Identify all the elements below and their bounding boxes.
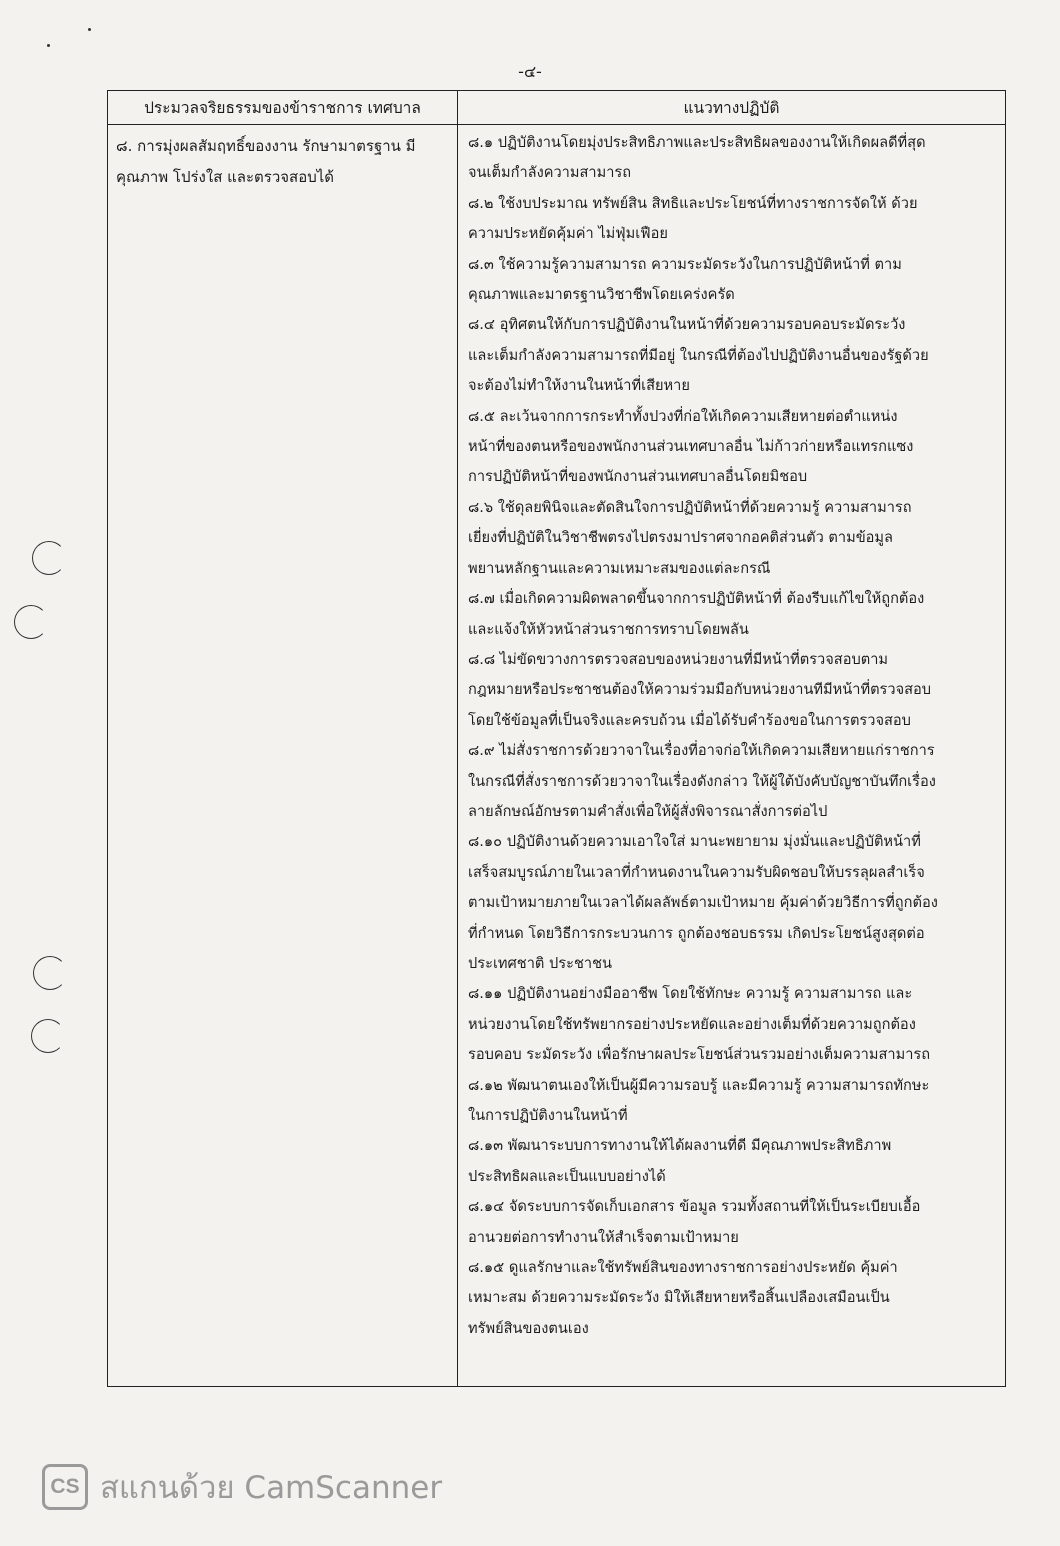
guideline-line: ๘.๒ ใช้งบประมาณ ทรัพย์สิน สิทธิและประโยชน์ที่ทางราชการจัดให้ ด้วย [468, 194, 918, 212]
guideline-line: เยี่ยงที่ปฏิบัติในวิชาชีพตรงไปตรงมาปราศจากอคติส่วนตัว ตามข้อมูล [468, 529, 893, 547]
guideline-item [468, 310, 998, 401]
punch-hole [31, 1019, 65, 1053]
guideline-line: ตามเป้าหมายภายในเวลาได้ผลลัพธ์ตามเป้าหมาย คุ้มค่าด้วยวิธีการที่ถูกต้อง [468, 894, 938, 912]
punch-hole [32, 541, 66, 575]
guideline-item [468, 1192, 998, 1253]
guideline-item [468, 402, 998, 493]
guideline-line: โดยใช้ข้อมูลที่เป็นจริงและครบถ้วน เมื่อได้รับคำร้องขอในการตรวจสอบ [468, 711, 911, 729]
scan-speck [47, 44, 50, 47]
guideline-line: ๘.๓ ใช้ความรู้ความสามารถ ความระมัดระวังในการปฏิบัติหน้าที่ ตาม [468, 255, 902, 273]
ethics-principle-cell [116, 131, 450, 193]
guideline-line: ๘.๑๒ พัฒนาตนเองให้เป็นผู้มีความรอบรู้ และมีความรู้ ความสามารถทักษะ [468, 1076, 930, 1094]
punch-hole [14, 605, 48, 639]
header-divider [108, 124, 1005, 125]
guideline-line: ที่กำหนด โดยวิธีการกระบวนการ ถูกต้องชอบธรรม เกิดประโยชน์สูงสุดต่อ [468, 924, 925, 942]
guidelines-cell [468, 128, 998, 1344]
guideline-item [468, 645, 998, 736]
guideline-item [468, 736, 998, 827]
guideline-line: จนเต็มกำลังความสามารถ [468, 164, 632, 182]
guideline-line: หน้าที่ของตนหรือของพนักงานส่วนเทศบาลอื่น ไม่ก้าวก่ายหรือแทรกแซง [468, 438, 914, 456]
header-code-of-ethics: ประมวลจริยธรรมของข้าราชการ เทศบาล [144, 99, 421, 117]
ethics-table [107, 90, 1006, 1387]
guideline-line: ๘.๑๔ จัดระบบการจัดเก็บเอกสาร ข้อมูล รวมทั้งสถานที่ให้เป็นระเบียบเอื้อ [468, 1198, 921, 1216]
guideline-item [468, 827, 998, 979]
guideline-line: พยานหลักฐานและความเหมาะสมของแต่ละกรณี [468, 559, 771, 577]
guideline-item [468, 584, 998, 645]
guideline-line: เหมาะสม ด้วยความระมัดระวัง มิให้เสียหายหรือสิ้นเปลืองเสมือนเป็น [468, 1289, 890, 1307]
camscanner-logo-icon: CS [42, 1464, 88, 1510]
guideline-line: ในกรณีที่สั่งราชการด้วยวาจาในเรื่องดังกล่าว ให้ผู้ใต้บังคับบัญชาบันทึกเรื่อง [468, 772, 936, 790]
guideline-line: และเต็มกำลังความสามารถที่มีอยู่ ในกรณีที่ต้องไปปฏิบัติงานอื่นของรัฐด้วย [468, 346, 929, 364]
camscanner-label: สแกนด้วย CamScanner [100, 1470, 443, 1506]
guideline-item [468, 493, 998, 584]
guideline-line: ๘.๕ ละเว้นจากการกระทำทั้งปวงที่ก่อให้เกิดความเสียหายต่อตำแหน่ง [468, 407, 898, 425]
guideline-item [468, 1071, 998, 1132]
punch-hole [33, 956, 67, 990]
guideline-item [468, 128, 998, 189]
guideline-line: ๘.๔ อุทิศตนให้กับการปฏิบัติงานในหน้าที่ด้วยความรอบคอบระมัดระวัง [468, 316, 906, 334]
guideline-item [468, 1253, 998, 1344]
guideline-line: ๘.๑๓ พัฒนาระบบการทางานให้ได้ผลงานที่ดี มีคุณภาพประสิทธิภาพ [468, 1137, 892, 1155]
guideline-line: ความประหยัดคุ้มค่า ไม่ฟุ่มเฟือย [468, 225, 668, 243]
guideline-line: ๘.๑๑ ปฏิบัติงานอย่างมืออาชีพ โดยใช้ทักษะ ความรู้ ความสามารถ และ [468, 985, 913, 1003]
guideline-line: ๘.๙ ไม่สั่งราชการด้วยวาจาในเรื่องที่อาจก่อให้เกิดความเสียหายแก่ราชการ [468, 742, 935, 760]
guideline-line: ๘.๑๕ ดูแลรักษาและใช้ทรัพย์สินของทางราชการอย่างประหยัด คุ้มค่า [468, 1259, 898, 1277]
guideline-line: ๘.๖ ใช้ดุลยพินิจและตัดสินใจการปฏิบัติหน้าที่ด้วยความรู้ ความสามารถ [468, 498, 912, 516]
guideline-item [468, 189, 998, 250]
guideline-line: ประเทศชาติ ประชาชน [468, 954, 612, 972]
guideline-line: จะต้องไม่ทำให้งานในหน้าที่เสียหาย [468, 377, 690, 395]
guideline-line: ลายลักษณ์อักษรตามคำสั่งเพื่อให้ผู้สั่งพิจารณาสั่งการต่อไป [468, 802, 828, 820]
page-number: -๔- [518, 62, 542, 81]
guideline-line: หน่วยงานโดยใช้ทรัพยากรอย่างประหยัดและอย่างเต็มที่ด้วยความถูกต้อง [468, 1015, 916, 1033]
guideline-line: รอบคอบ ระมัดระวัง เพื่อรักษาผลประโยชน์ส่วนรวมอย่างเต็มความสามารถ [468, 1046, 931, 1064]
guideline-line: ๘.๘ ไม่ขัดขวางการตรวจสอบของหน่วยงานที่มีหน้าที่ตรวจสอบตาม [468, 650, 889, 668]
guideline-line: ประสิทธิผลและเป็นแบบอย่างได้ [468, 1167, 666, 1185]
camscanner-watermark [42, 1462, 442, 1512]
principle-line: ๘. การมุ่งผลสัมฤทธิ์ของงาน รักษามาตรฐาน มี [116, 137, 416, 155]
guideline-line: ๘.๗ เมื่อเกิดความผิดพลาดขึ้นจากการปฏิบัติหน้าที่ ต้องรีบแก้ไขให้ถูกต้อง [468, 590, 925, 608]
guideline-line: ในการปฏิบัติงานในหน้าที่ [468, 1107, 628, 1124]
guideline-item [468, 979, 998, 1070]
guideline-line: อานวยต่อการทำงานให้สำเร็จตามเป้าหมาย [468, 1228, 739, 1246]
principle-line: คุณภาพ โปร่งใส และตรวจสอบได้ [116, 168, 335, 186]
guideline-line: และแจ้งให้หัวหน้าส่วนราชการทราบโดยพลัน [468, 620, 749, 638]
header-guidelines: แนวทางปฏิบัติ [683, 99, 780, 117]
guideline-line: ๘.๑๐ ปฏิบัติงานด้วยความเอาใจใส่ มานะพยายาม มุ่งมั่นและปฏิบัติหน้าที่ [468, 833, 921, 851]
column-divider [457, 91, 458, 1386]
guideline-item [468, 250, 998, 311]
guideline-line: คุณภาพและมาตรฐานวิชาชีพโดยเคร่งครัด [468, 286, 735, 304]
guideline-line: ทรัพย์สินของตนเอง [468, 1319, 589, 1337]
guideline-line: ๘.๑ ปฏิบัติงานโดยมุ่งประสิทธิภาพและประสิทธิผลของงานให้เกิดผลดีที่สุด [468, 134, 926, 151]
guideline-line: กฎหมายหรือประชาชนต้องให้ความร่วมมือกับหน่วยงานทีมีหน้าที่ตรวจสอบ [468, 681, 932, 699]
guideline-item [468, 1131, 998, 1192]
guideline-line: การปฏิบัติหน้าที่ของพนักงานส่วนเทศบาลอื่นโดยมิชอบ [468, 468, 808, 486]
guideline-line: เสร็จสมบูรณ์ภายในเวลาที่กำหนดงานในความรับผิดชอบให้บรรลุผลสำเร็จ [468, 863, 925, 881]
scan-speck [88, 28, 91, 31]
